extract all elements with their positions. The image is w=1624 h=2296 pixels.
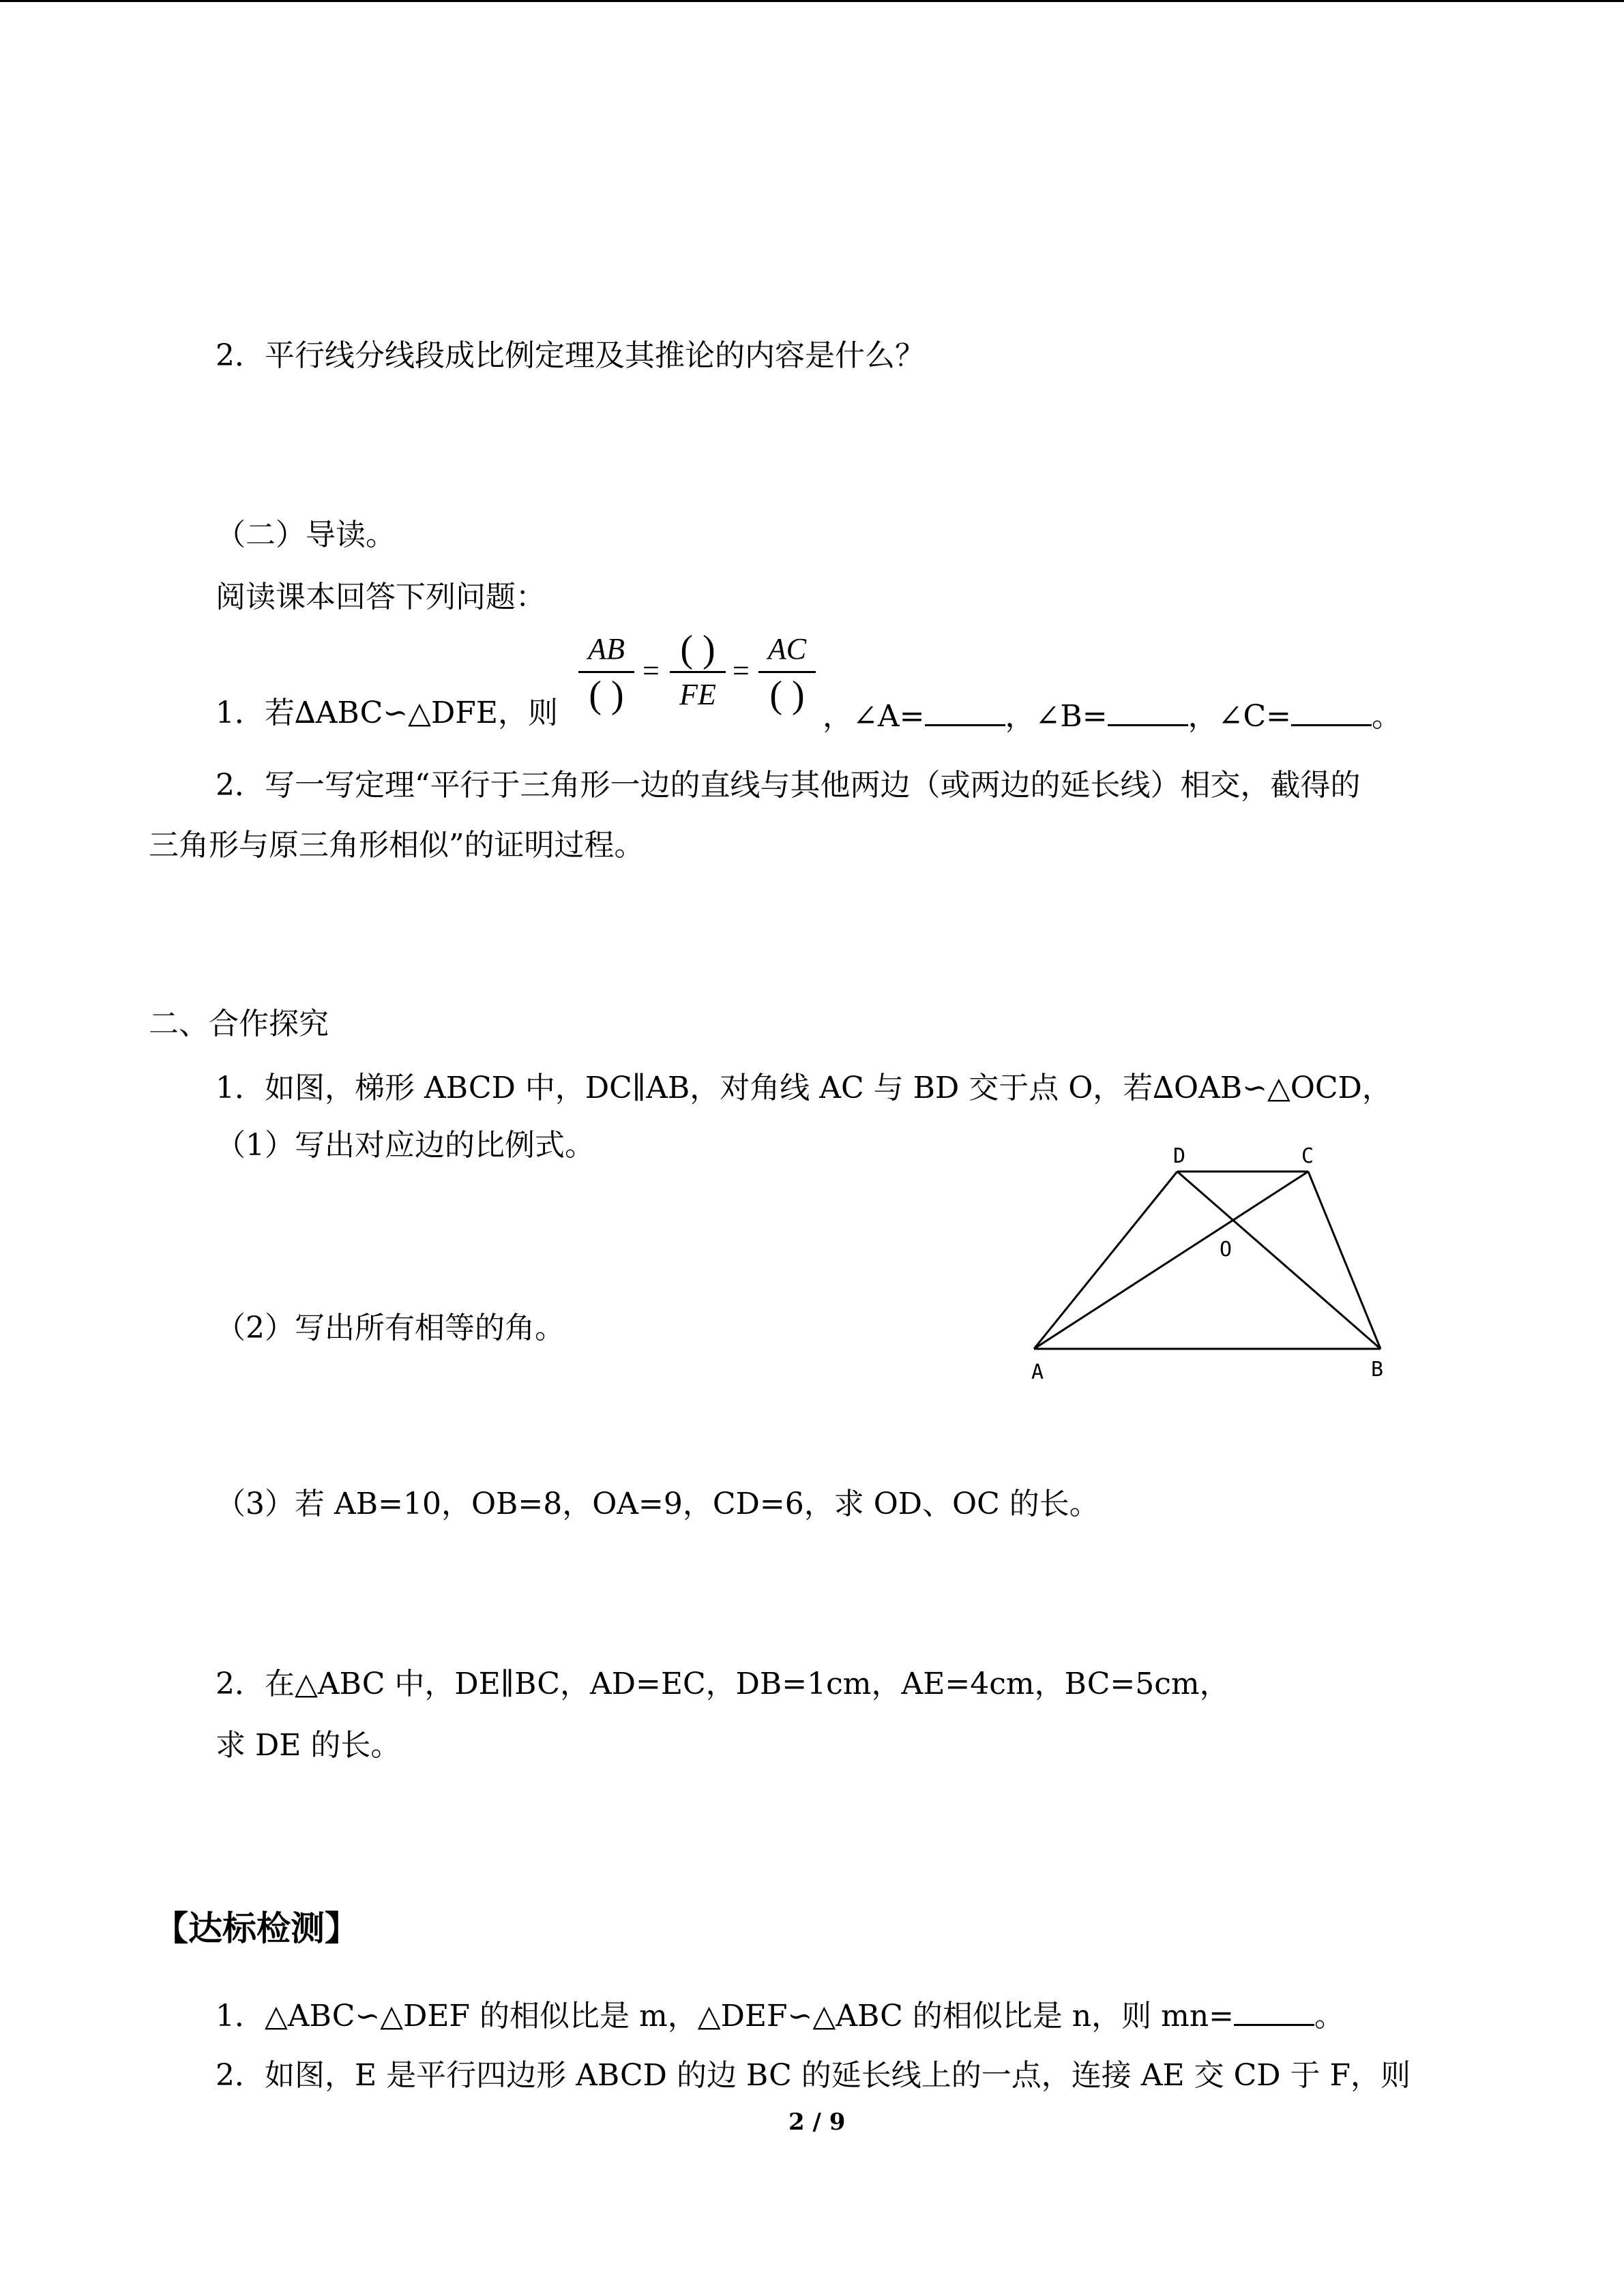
coop-question2-line1: 2．在△ABC 中，DE∥BC，AD=EC，DB=1cm，AE=4cm，BC=5cm，: [216, 1667, 1230, 1701]
angle-b-blank[interactable]: [1108, 693, 1188, 726]
fraction-ab-numerator: AB: [588, 632, 625, 666]
fraction-fe-numerator: ( ): [680, 628, 715, 670]
coop-question1-part2: （2）写出所有相等的角。: [216, 1311, 565, 1345]
test-question1-line: [216, 1993, 1344, 2037]
fraction-fe-denominator: FE: [679, 678, 716, 711]
trapezoid-figure: [1016, 1132, 1398, 1391]
top-border-line: [0, 0, 1624, 2]
diagonal-ac: [1034, 1172, 1308, 1349]
label-d: D: [1173, 1144, 1186, 1168]
label-b: B: [1371, 1358, 1384, 1382]
section-cooperation-title: 二、合作探究: [149, 1007, 329, 1041]
theorem-question-line1: 2．写一写定理“平行于三角形一边的直线与其他两边（或两边的延长线）相交，截得的: [216, 768, 1361, 803]
angle-period: 。: [1372, 699, 1402, 734]
angle-answers-line: [823, 693, 1402, 737]
coop-question1: 1．如图，梯形 ABCD 中，DC∥AB，对角线 AC 与 BD 交于点 O，若∆OAB∽△OCD，: [216, 1071, 1392, 1105]
test-question1: 1．△ABC∽△DEF 的相似比是 m，△DEF∽△ABC 的相似比是 n，则 mn=: [216, 1999, 1235, 2033]
question1-prefix: 1．若∆ABC∽△DFE，则: [216, 696, 558, 730]
equals-sign-1: =: [643, 654, 660, 687]
label-c: C: [1301, 1144, 1314, 1168]
mn-blank[interactable]: [1234, 1993, 1314, 2026]
coop-question2-line2: 求 DE 的长。: [216, 1728, 401, 1763]
fraction-fe: [670, 627, 726, 717]
fraction-ab: [578, 627, 634, 717]
test-question2: 2．如图，E 是平行四边形 ABCD 的边 BC 的延长线上的一点，连接 AE 交 CD 于 F，则: [216, 2058, 1411, 2093]
question-parallel-lines: 2．平行线分线段成比例定理及其推论的内容是什么？: [216, 338, 925, 373]
label-a: A: [1031, 1360, 1044, 1384]
edge-ad: [1034, 1172, 1177, 1349]
fraction-ac: [758, 627, 816, 717]
label-o: O: [1220, 1238, 1232, 1262]
reading-instruction: 阅读课本回答下列问题：: [216, 580, 546, 614]
equals-sign-2: =: [733, 654, 750, 687]
angle-a-blank[interactable]: [925, 693, 1005, 726]
edge-bc: [1308, 1172, 1381, 1349]
test-question1-period: 。: [1314, 1999, 1345, 2033]
angle-c-label: ，∠C=: [1187, 699, 1291, 734]
diagonal-bd: [1177, 1172, 1381, 1349]
section-reading-title: （二）导读。: [216, 518, 396, 552]
coop-question1-part3: （3）若 AB=10，OB=8，OA=9，CD=6，求 OD、OC 的长。: [216, 1487, 1099, 1521]
coop-question1-part1: （1）写出对应边的比例式。: [216, 1128, 595, 1163]
angle-a-label: ，∠A=: [823, 699, 925, 734]
section-test-title: 【达标检测】: [154, 1909, 359, 1948]
angle-b-label: ，∠B=: [1005, 699, 1108, 734]
page-number: 2 / 9: [788, 2108, 846, 2136]
angle-c-blank[interactable]: [1291, 693, 1372, 726]
fraction-ac-denominator: ( ): [769, 674, 805, 716]
fraction-ab-denominator: ( ): [589, 674, 624, 716]
fraction-ac-numerator: AC: [767, 632, 807, 666]
theorem-question-line2: 三角形与原三角形相似”的证明过程。: [149, 828, 645, 863]
